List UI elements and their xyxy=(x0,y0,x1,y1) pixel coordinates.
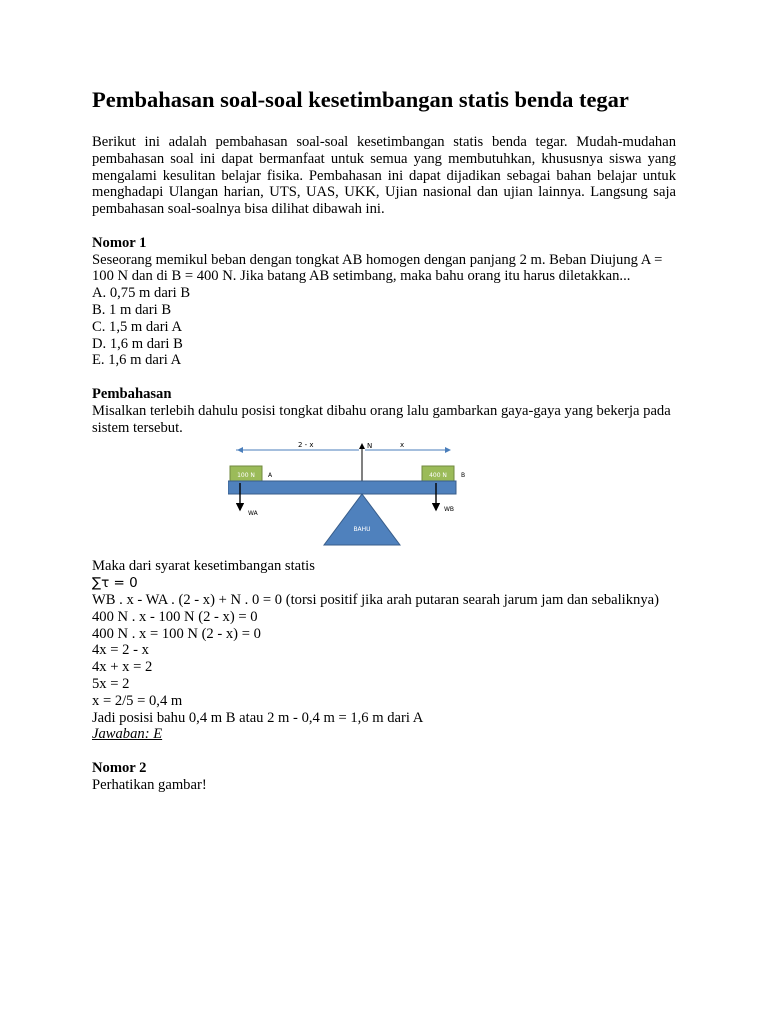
option-b: B. 1 m dari B xyxy=(92,301,172,318)
end-a-label: A xyxy=(268,472,273,480)
equation-7: x = 2/5 = 0,4 m xyxy=(92,692,183,709)
page-title: Pembahasan soal-soal kesetimbangan statis benda tegar xyxy=(92,87,629,112)
load-b-label: 400 N xyxy=(429,472,447,480)
equation-3: 400 N . x = 100 N (2 - x) = 0 xyxy=(92,625,261,642)
option-a: A. 0,75 m dari B xyxy=(92,285,191,302)
force-diagram-svg xyxy=(228,436,568,548)
option-c: C. 1,5 m dari A xyxy=(92,318,182,335)
question-2-text: Perhatikan gambar! xyxy=(92,776,207,793)
equation-5: 4x + x = 2 xyxy=(92,659,153,676)
content xyxy=(92,86,676,794)
option-d: D. 1,6 m dari B xyxy=(92,335,183,352)
question-2-heading: Nomor 2 xyxy=(92,759,147,776)
load-a-label: 100 N xyxy=(237,472,255,480)
normal-force-label: N xyxy=(367,442,373,451)
torque-sum: ∑τ = 0 xyxy=(92,575,138,592)
equation-4: 4x = 2 - x xyxy=(92,642,149,659)
end-b-label: B xyxy=(461,472,466,480)
weight-a-label: WA xyxy=(248,510,258,518)
weight-b-label: WB xyxy=(444,506,455,514)
dim-left-label: 2 - x xyxy=(298,441,314,450)
support-label: BAHU xyxy=(353,526,371,534)
dim-right-label: x xyxy=(400,441,405,450)
question-1-text: Seseorang memikul beban dengan tongkat AB homogen dengan panjang 2 m. Beban Diujung A = 100 N dan di B = 400 N. Jika batang AB setimbang, maka bahu orang itu harus diletakkan... xyxy=(92,251,663,285)
seesaw-diagram xyxy=(92,436,676,558)
question-1-heading: Nomor 1 xyxy=(92,234,147,251)
answer: Jawaban: E xyxy=(92,726,163,743)
equilibrium-condition: Maka dari syarat kesetimbangan statis xyxy=(92,558,315,575)
equation-1: WB . x - WA . (2 - x) + N . 0 = 0 (torsi positif jika arah putaran searah jarum jam dan sebaliknya) xyxy=(92,591,659,608)
beam xyxy=(228,481,456,494)
equation-2: 400 N . x - 100 N (2 - x) = 0 xyxy=(92,608,258,625)
equation-6: 5x = 2 xyxy=(92,675,130,692)
conclusion: Jadi posisi bahu 0,4 m B atau 2 m - 0,4 m = 1,6 m dari A xyxy=(92,709,424,726)
solution-heading: Pembahasan xyxy=(92,385,172,402)
solution-text: Misalkan terlebih dahulu posisi tongkat dibahu orang lalu gambarkan gaya-gaya yang bekerja pada sistem tersebut. xyxy=(92,402,671,436)
intro-paragraph: Berikut ini adalah pembahasan soal-soal kesetimbangan statis benda tegar. Mudah-mudahan pembahasan soal ini dapat bermanfaat untuk semua yang membutuhkan, khususnya siswa yang mengalami kesulitan belajar fisika. Pembahasan ini dapat dijadikan sebagai bahan belajar untuk menghadapi Ulangan harian, UTS, UAS, UKK, Ujian nasional dan ujian lainnya. Langsung saja pembahasan soal-soalnya bisa dilihat dibawah ini. xyxy=(92,134,676,218)
shoulder-support xyxy=(324,494,400,545)
option-e: E. 1,6 m dari A xyxy=(92,352,182,369)
